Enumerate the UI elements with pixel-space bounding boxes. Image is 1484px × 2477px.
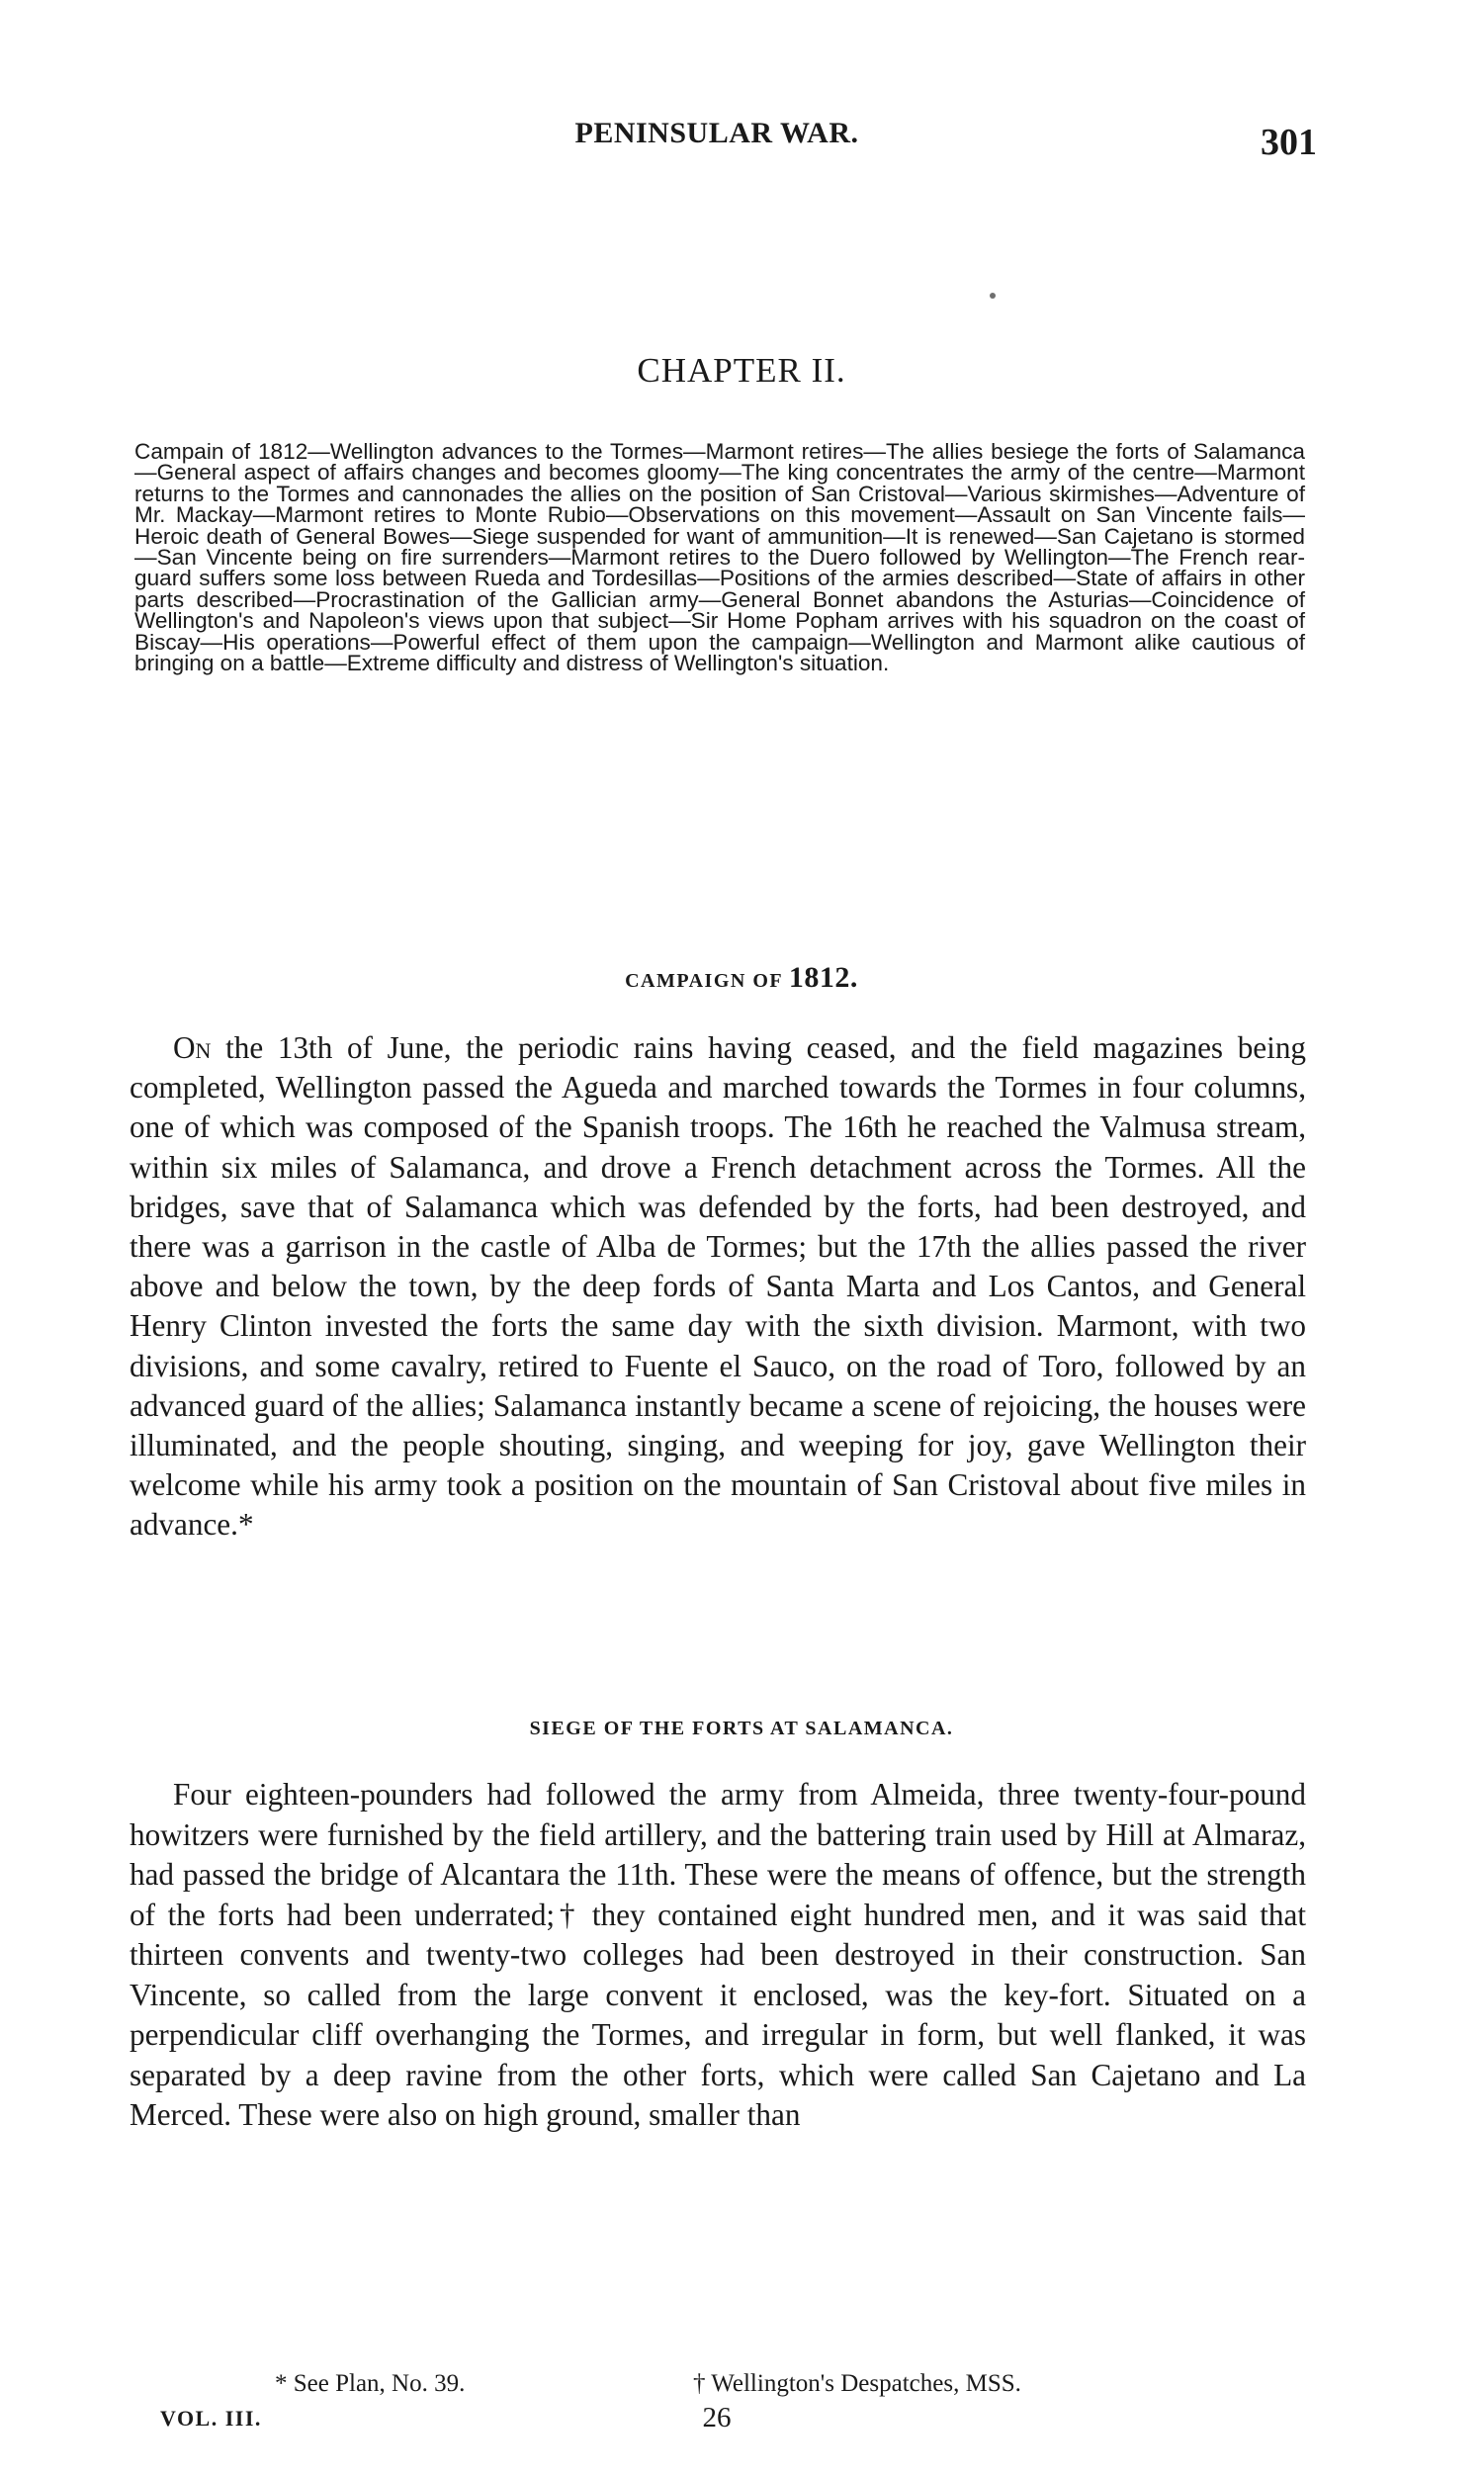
section-heading-campaign-year: 1812. (788, 961, 858, 994)
printer-dot (990, 293, 996, 299)
paragraph-siege-text: Four eighteen-pounders had followed the army from Almeida, three twenty-four-pound howitzers were furnished by the field artillery, and the battering train used by Hill at Almaraz, had passed the bridge of Alcantara the 11th. These were the means of offence, but the strength of the forts had been underrated;† they contained eight hundred men, and it was said that thirteen convents and twenty-two colleges had been destroyed in their construction. San Vincente, so called from the large convent it enclosed, was the key-fort. Situated on a perpendicular cliff overhanging the Tormes, and irregular in form, but well flanked, it was separated by a deep ravine from the other forts, which were called San Cajetano and La Merced. These were also on high ground, smaller than (130, 1777, 1306, 2132)
footnote-plan: * See Plan, No. 39. (275, 2370, 466, 2397)
running-title: PENINSULAR WAR. (574, 117, 859, 149)
chapter-title: CHAPTER II. (637, 351, 846, 390)
signature-mark: 26 (702, 2402, 732, 2433)
page-number: 301 (1261, 122, 1317, 163)
paragraph-first-word: On (173, 1030, 212, 1065)
section-heading-campaign-prefix: CAMPAIGN OF (625, 970, 783, 992)
paragraph-siege (130, 1775, 1306, 2136)
volume-label: VOL. III. (160, 2406, 262, 2431)
chapter-synopsis: Campain of 1812—Wellington advances to the Tormes—Marmont retires—The allies besiege the forts of Salamanca—General aspect of affairs changes and becomes gloomy—The king concentrates the army of the centre—Marmont returns to the Tormes and cannonades the allies on the position of San Cristoval—Various skirmishes—Adventure of Mr. Mackay—Marmont retires to Monte Rubio—Observations on this movement—Assault on San Vincente fails—Heroic death of General Bowes—Siege suspended for want of ammunition—It is renewed—San Cajetano is stormed—San Vincente being on fire surrenders—Marmont retires to the Duero followed by Wellington—The French rear-guard suffers some loss between Rueda and Tordesillas—Positions of the armies described—State of affairs in other parts described—Procrastination of the Gallician army—General Bonnet abandons the Asturias—Coincidence of Wellington's and Napoleon's views upon that subject—Sir Home Popham arrives with his squadron on the coast of Biscay—His operations—Powerful effect of them upon the campaign—Wellington and Marmont alike cautious of bringing on a battle—Extreme difficulty and distress of Wellington's situation. (134, 439, 1305, 676)
paragraph-campaign (130, 1028, 1306, 1546)
footnote-despatches: † Wellington's Despatches, MSS. (693, 2370, 1021, 2397)
section-heading-campaign (465, 961, 1018, 995)
paragraph-campaign-text: the 13th of June, the periodic rains having ceased, and the field magazines being completed, Wellington passed the Agueda and marched towards the Tormes in four columns, one of which was composed of the Spanish troops. The 16th he reached the Valmusa stream, within six miles of Salamanca, and drove a French detachment across the Tormes. All the bridges, save that of Salamanca which was defended by the forts, had been destroyed, and there was a garrison in the castle of Alba de Tormes; but the 17th the allies passed the river above and below the town, by the deep fords of Santa Marta and Los Cantos, and General Henry Clinton invested the forts the same day with the sixth division. Marmont, with two divisions, and some cavalry, retired to Fuente el Sauco, on the road of Toro, followed by an advanced guard of the allies; Salamanca instantly became a scene of rejoicing, the houses were illuminated, and the people shouting, singing, and weeping for joy, gave Wellington their welcome while his army took a position on the mountain of San Cristoval about five miles in advance.* (130, 1030, 1307, 1543)
section-heading-siege: SIEGE OF THE FORTS AT SALAMANCA. (529, 1718, 954, 1739)
